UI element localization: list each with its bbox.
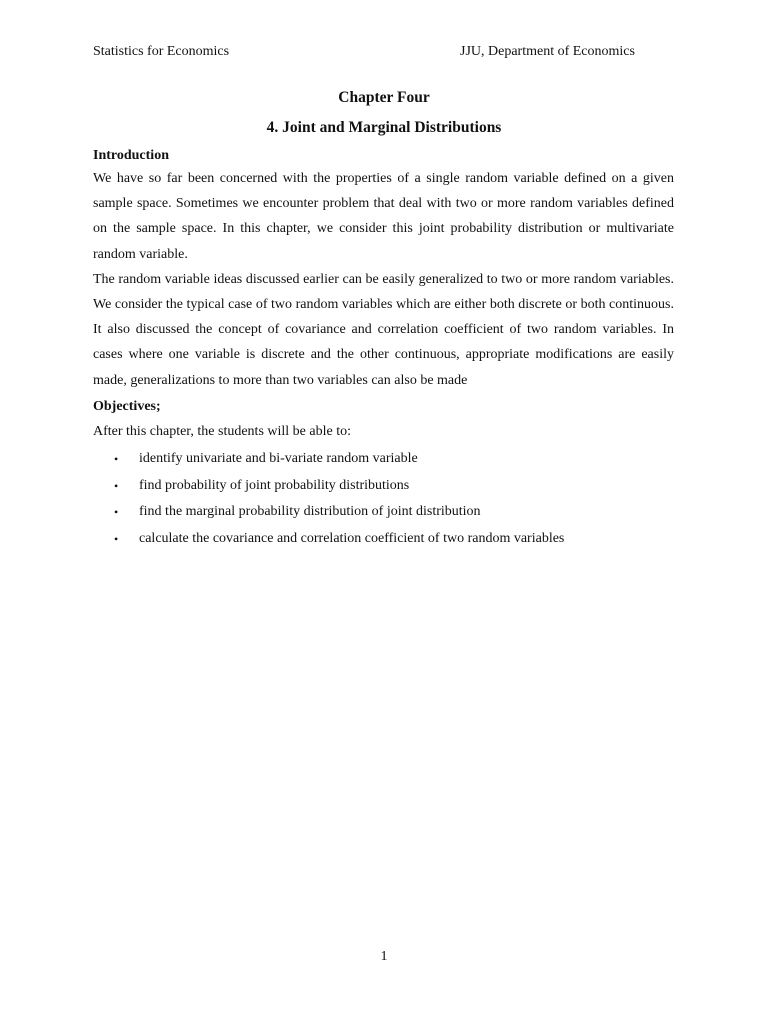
bullet-icon: •: [114, 478, 119, 493]
introduction-heading: Introduction: [93, 148, 169, 163]
introduction-paragraph-1: We have so far been concerned with the properties of a single random variable defined on a given sample space. Sometimes we encounter problem that deal with two or more random variables defined on the sample space. In this chapter, we consider this joint probability distribution or multivariate random variable.: [93, 171, 674, 262]
objectives-list: [93, 446, 674, 553]
objectives-heading: Objectives;: [93, 398, 161, 414]
header-course-title: Statistics for Economics: [93, 44, 230, 59]
objective-text: find probability of joint probability distributions: [139, 477, 410, 493]
bullet-icon: •: [114, 531, 119, 546]
objective-text: calculate the covariance and correlation coefficient of two random variables: [139, 530, 565, 546]
body-content: [93, 146, 674, 553]
introduction-paragraph-2: The random variable ideas discussed earlier can be easily generalized to two or more random variables. We consider the typical case of two random variables which are either both discrete or both continuous. It also discussed the concept of covariance and correlation coefficient of two random variables. In cases where one variable is discrete and the other continuous, appropriate modifications are easily made, generalizations to more than two variables can also be made: [93, 271, 674, 388]
bullet-icon: •: [114, 505, 119, 520]
list-item: [93, 526, 674, 553]
header-department: JJU, Department of Economics: [460, 44, 635, 59]
list-item: [93, 473, 674, 500]
chapter-title: Chapter Four: [338, 89, 430, 106]
page-number: 1: [380, 949, 388, 964]
bullet-icon: •: [114, 451, 119, 466]
list-item: [93, 446, 674, 473]
chapter-subtitle: 4. Joint and Marginal Distributions: [266, 119, 502, 136]
objective-text: identify univariate and bi-variate random variable: [139, 450, 418, 466]
list-item: [93, 499, 674, 526]
objective-text: find the marginal probability distribution of joint distribution: [139, 504, 481, 520]
objectives-lead: After this chapter, the students will be able to:: [93, 423, 351, 439]
